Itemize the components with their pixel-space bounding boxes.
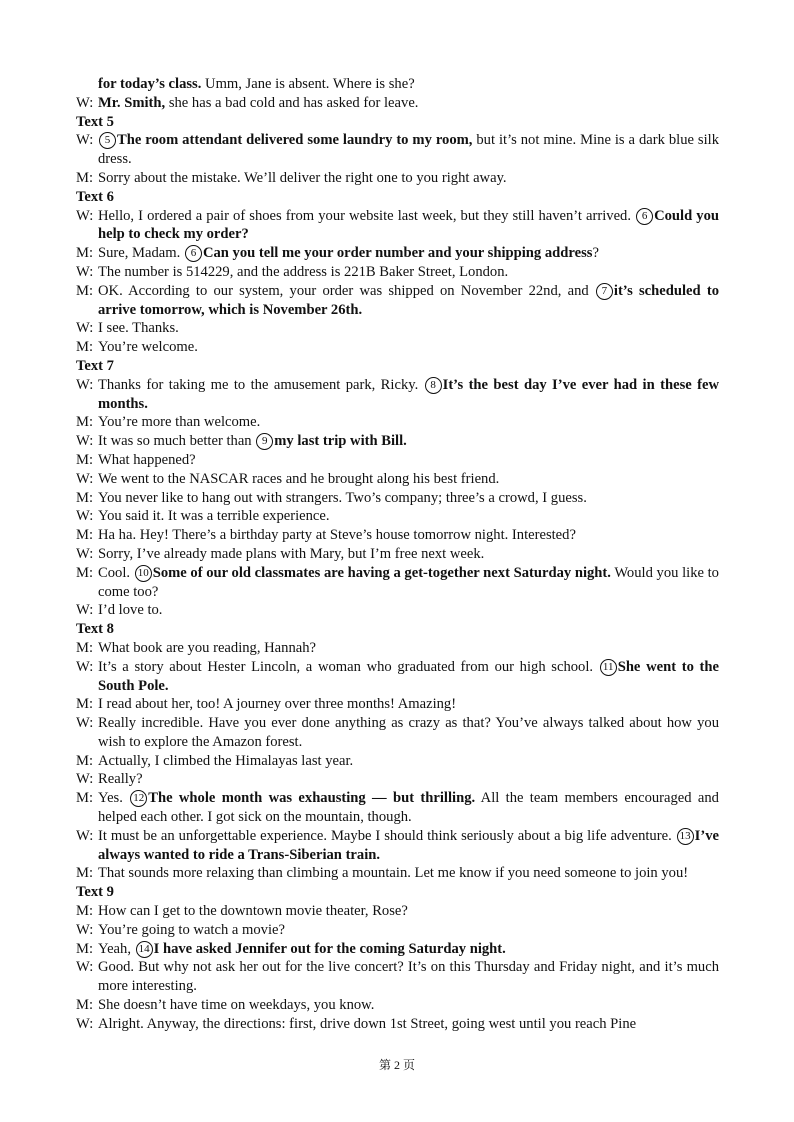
circled-number: 12: [130, 790, 147, 807]
speaker-tag: W:: [76, 207, 94, 224]
transcript-line: for today’s class. Umm, Jane is absent. Where is she?: [98, 76, 415, 92]
speaker-tag: W:: [76, 602, 94, 619]
speaker-tag: W:: [76, 658, 94, 675]
transcript-line: M: Sure, Madam. 6 Can you tell me your order number and your shipping address?: [76, 245, 599, 262]
transcript-line: W: I’d love to.: [76, 602, 163, 619]
circled-number: 10: [135, 565, 152, 582]
transcript-line: W: It’s a story about Hester Lincoln, a woman who graduated from our high school. 11 She went to the South Pole.: [76, 658, 719, 694]
transcript-line: M: How can I get to the downtown movie theater, Rose?: [76, 903, 408, 920]
transcript-line: M: That sounds more relaxing than climbing a mountain. Let me know if you need someone to join you!: [76, 865, 689, 882]
speaker-tag: W:: [76, 715, 94, 732]
transcript-line: M: What happened?: [76, 451, 196, 468]
speaker-tag: W:: [76, 771, 94, 788]
speaker-tag: W:: [76, 508, 94, 525]
speaker-tag: W:: [76, 263, 94, 280]
speaker-tag: M:: [76, 245, 94, 262]
circled-number: 9: [256, 433, 273, 450]
circled-number: 13: [677, 828, 694, 845]
transcript-line: M: Yes. 12 The whole month was exhausting — but thrilling. All the team members encouraged and helped each other. I got sick on the mountain, though.: [76, 790, 719, 826]
transcript-line: M: I read about her, too! A journey over three months! Amazing!: [76, 696, 457, 713]
transcript-line: W: Good. But why not ask her out for the live concert? It’s on this Thursday and Friday night, and it’s much more interesting.: [76, 959, 719, 995]
speaker-tag: M:: [76, 696, 94, 713]
speaker-tag: M:: [76, 752, 94, 769]
circled-number: 8: [425, 377, 442, 394]
speaker-tag: W:: [76, 320, 94, 337]
transcript-line: M: Sorry about the mistake. We’ll deliver the right one to you right away.: [76, 169, 507, 186]
transcript-line: W: Mr. Smith, she has a bad cold and has asked for leave.: [76, 94, 419, 111]
speaker-tag: M:: [76, 865, 94, 882]
transcript-line: W: Thanks for taking me to the amusement park, Ricky. 8 It’s the best day I’ve ever had in these few months.: [76, 376, 720, 412]
circled-number: 7: [596, 283, 613, 300]
transcript-line: W: I see. Thanks.: [76, 320, 179, 337]
speaker-tag: M:: [76, 282, 94, 299]
circled-number: 6: [636, 208, 653, 225]
transcript-line: W: The number is 514229, and the address is 221B Baker Street, London.: [76, 263, 509, 280]
transcript-line: W: You’re going to watch a movie?: [76, 921, 285, 938]
section-heading: Text 5: [76, 113, 114, 130]
transcript-line: M: She doesn’t have time on weekdays, you know.: [76, 997, 375, 1014]
transcript-line: M: You’re more than welcome.: [76, 414, 261, 431]
speaker-tag: M:: [76, 997, 94, 1014]
speaker-tag: M:: [76, 169, 94, 186]
transcript-line: W: You said it. It was a terrible experience.: [76, 508, 330, 525]
transcript-line: W: Really incredible. Have you ever done anything as crazy as that? You’ve always talked about how you wish to explore the Amazon forest.: [76, 715, 719, 750]
transcript-line: W: Really?: [76, 771, 143, 788]
section-heading: Text 9: [76, 884, 114, 901]
speaker-tag: W:: [76, 921, 94, 938]
circled-number: 6: [185, 245, 202, 262]
speaker-tag: W:: [76, 470, 94, 487]
transcript-line: W: We went to the NASCAR races and he brought along his best friend.: [76, 470, 500, 487]
transcript-line: W: Hello, I ordered a pair of shoes from your website last week, but they still haven’t arrived. 6 Could you help to check my order?: [76, 207, 719, 243]
transcript-line: W: Alright. Anyway, the directions: first, drive down 1st Street, going west until you reach Pine: [76, 1015, 637, 1032]
transcript-line: M: Cool. 10 Some of our old classmates are having a get-together next Saturday night. Would you like to come too?: [76, 564, 719, 600]
transcript-line: W: 5 The room attendant delivered some laundry to my room, but it’s not mine. Mine is a dark blue silk dress.: [76, 132, 719, 168]
speaker-tag: M:: [76, 940, 94, 957]
transcript-line: M: Yeah, 14 I have asked Jennifer out for the coming Saturday night.: [76, 940, 506, 957]
speaker-tag: M:: [76, 564, 94, 581]
speaker-tag: M:: [76, 489, 94, 506]
transcript-line: W: Sorry, I’ve already made plans with Mary, but I’m free next week.: [76, 545, 485, 562]
speaker-tag: W:: [76, 1015, 94, 1032]
speaker-tag: W:: [76, 827, 94, 844]
section-heading: Text 6: [76, 188, 114, 205]
transcript-line: M: You never like to hang out with strangers. Two’s company; three’s a crowd, I guess.: [76, 489, 587, 506]
speaker-tag: W:: [76, 132, 94, 149]
transcript-line: W: It was so much better than 9 my last trip with Bill.: [76, 433, 407, 450]
transcript-line: M: What book are you reading, Hannah?: [76, 639, 317, 656]
page-number: 第 2 页: [378, 1058, 415, 1072]
speaker-tag: W:: [76, 545, 94, 562]
transcript: [76, 75, 719, 1034]
transcript-line: M: Ha ha. Hey! There’s a birthday party at Steve’s house tomorrow night. Interested?: [76, 527, 576, 544]
circled-number: 5: [99, 132, 116, 149]
speaker-tag: M:: [76, 639, 94, 656]
speaker-tag: W:: [76, 376, 94, 393]
speaker-tag: W:: [76, 959, 94, 976]
speaker-tag: M:: [76, 414, 94, 431]
transcript-line: M: Actually, I climbed the Himalayas last year.: [76, 752, 354, 769]
speaker-tag: M:: [76, 903, 94, 920]
speaker-tag: M:: [76, 339, 94, 356]
section-heading: Text 8: [76, 621, 114, 638]
circled-number: 14: [136, 941, 153, 958]
transcript-line: W: It must be an unforgettable experience. Maybe I should think seriously about a big life adventure. 13 I’ve always wanted to ride a Trans-Siberian train.: [76, 827, 719, 863]
transcript-line: M: OK. According to our system, your order was shipped on November 22nd, and 7 it’s scheduled to arrive tomorrow, which is November 26th.: [76, 282, 719, 318]
section-heading: Text 7: [76, 357, 114, 374]
circled-number: 11: [600, 659, 617, 676]
speaker-tag: M:: [76, 790, 94, 807]
speaker-tag: M:: [76, 527, 94, 544]
transcript-line: M: You’re welcome.: [76, 339, 198, 356]
speaker-tag: W:: [76, 94, 94, 111]
speaker-tag: M:: [76, 451, 94, 468]
speaker-tag: W:: [76, 433, 94, 450]
